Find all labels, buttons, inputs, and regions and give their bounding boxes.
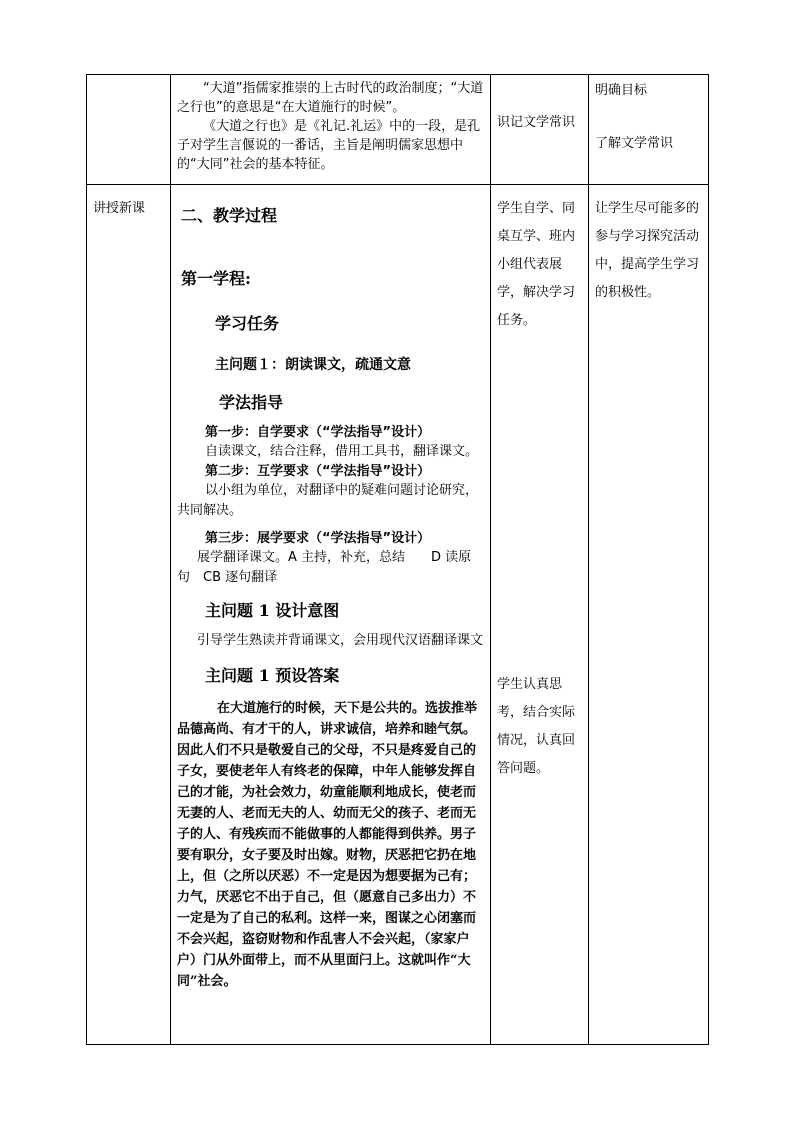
step2-title: 第二步：互学要求（“学法指导”设计）	[205, 464, 431, 479]
step1-title: 第一步：自学要求（“学法指导”设计）	[205, 425, 431, 440]
section-title: 二、教学过程	[181, 206, 278, 225]
phase-cell-empty	[87, 75, 171, 185]
content-cell-intro	[171, 75, 491, 185]
guide-title: 学法指导	[219, 393, 284, 412]
design-body: 引导学生熟读并背诵课文，会用现代汉语翻译课文	[197, 633, 484, 648]
student-activity-2: 学生认真思考，结合实际情况，认真回答问题。	[497, 677, 576, 776]
design-title: 主问题 1 设计意图	[205, 601, 340, 620]
answer-body: 在大道施行的时候，天下是公共的。选拔推举品德高尚、有才干的人，讲求诚信，培养和睦气氛。因此人们不只是敬爱自己的父母，不只是疼爱自己的子女，要使老年人有终老的保障，中年人能够发挥自己的才能，为社会效力，幼童能顺利地成长，使老而无妻的人、老而无夫的人、幼而无父的孩子、老而无子的人、有残疾而不能做事的人都能得到供养。男子要有职分，女子要及时出嫁。财物，厌恶把它扔在地上，但（之所以厌恶）不一定是因为想要据为己有；力气，厌恶它不出于自己，但（愿意自己多出力）不一定是为了自己的私利。这样一来，图谋之心闭塞而不会兴起，盗窃财物和作乱害人不会兴起，（家家户户）门从外面带上，而不从里面闩上。这就叫作“大同”社会。	[177, 701, 478, 989]
design-intent-intro-2: 了解文学常识	[595, 136, 674, 151]
table-row-teaching	[87, 185, 709, 1045]
step3-body: 展学翻译课文。A 主持，补充，总结 D 读原句 CB 逐句翻译	[177, 550, 472, 585]
step3-title: 第三步：展学要求（“学法指导”设计）	[205, 531, 431, 546]
question-title: 主问题１：朗读课文，疏通文意	[215, 357, 411, 373]
task-title: 学习任务	[215, 314, 280, 333]
table-row-intro	[87, 75, 709, 185]
content-cell-teaching	[171, 185, 491, 1045]
phase-cell	[87, 185, 171, 1045]
design-intent-text: 让学生尽可能多的参与学习探究活动中，提高学生学习的积极性。	[595, 201, 700, 300]
step1-body: 自读课文，结合注释，借用工具书，翻译课文。	[205, 444, 479, 459]
stage-title: 第一学程:	[181, 269, 251, 288]
student-activity-cell-intro	[491, 75, 589, 185]
phase-label: 讲授新课	[93, 201, 146, 216]
step2-body: 以小组为单位，对翻译中的疑难问题讨论研究，共同解决。	[177, 483, 479, 518]
design-intent-cell-intro	[589, 75, 709, 185]
design-intent-intro-1: 明确目标	[595, 83, 648, 98]
student-activity-1: 学生自学、同桌互学、班内小组代表展学，解决学习任务。	[497, 201, 576, 328]
design-intent-cell	[589, 185, 709, 1045]
answer-title: 主问题 1 预设答案	[205, 666, 340, 685]
student-activity-intro: 识记文学常识	[497, 115, 576, 130]
lesson-plan-table	[86, 74, 709, 1045]
intro-text-2: 《大道之行也》是《礼记.礼运》中的一段，是孔子对学生言偃说的一番话，主旨是阐明儒家思想中的“大同”社会的基本特征。	[177, 119, 481, 172]
intro-text-1: “大道”指儒家推崇的上古时代的政治制度；“大道之行也”的意思是“在大道施行的时候”。	[177, 81, 484, 115]
student-activity-cell	[491, 185, 589, 1045]
